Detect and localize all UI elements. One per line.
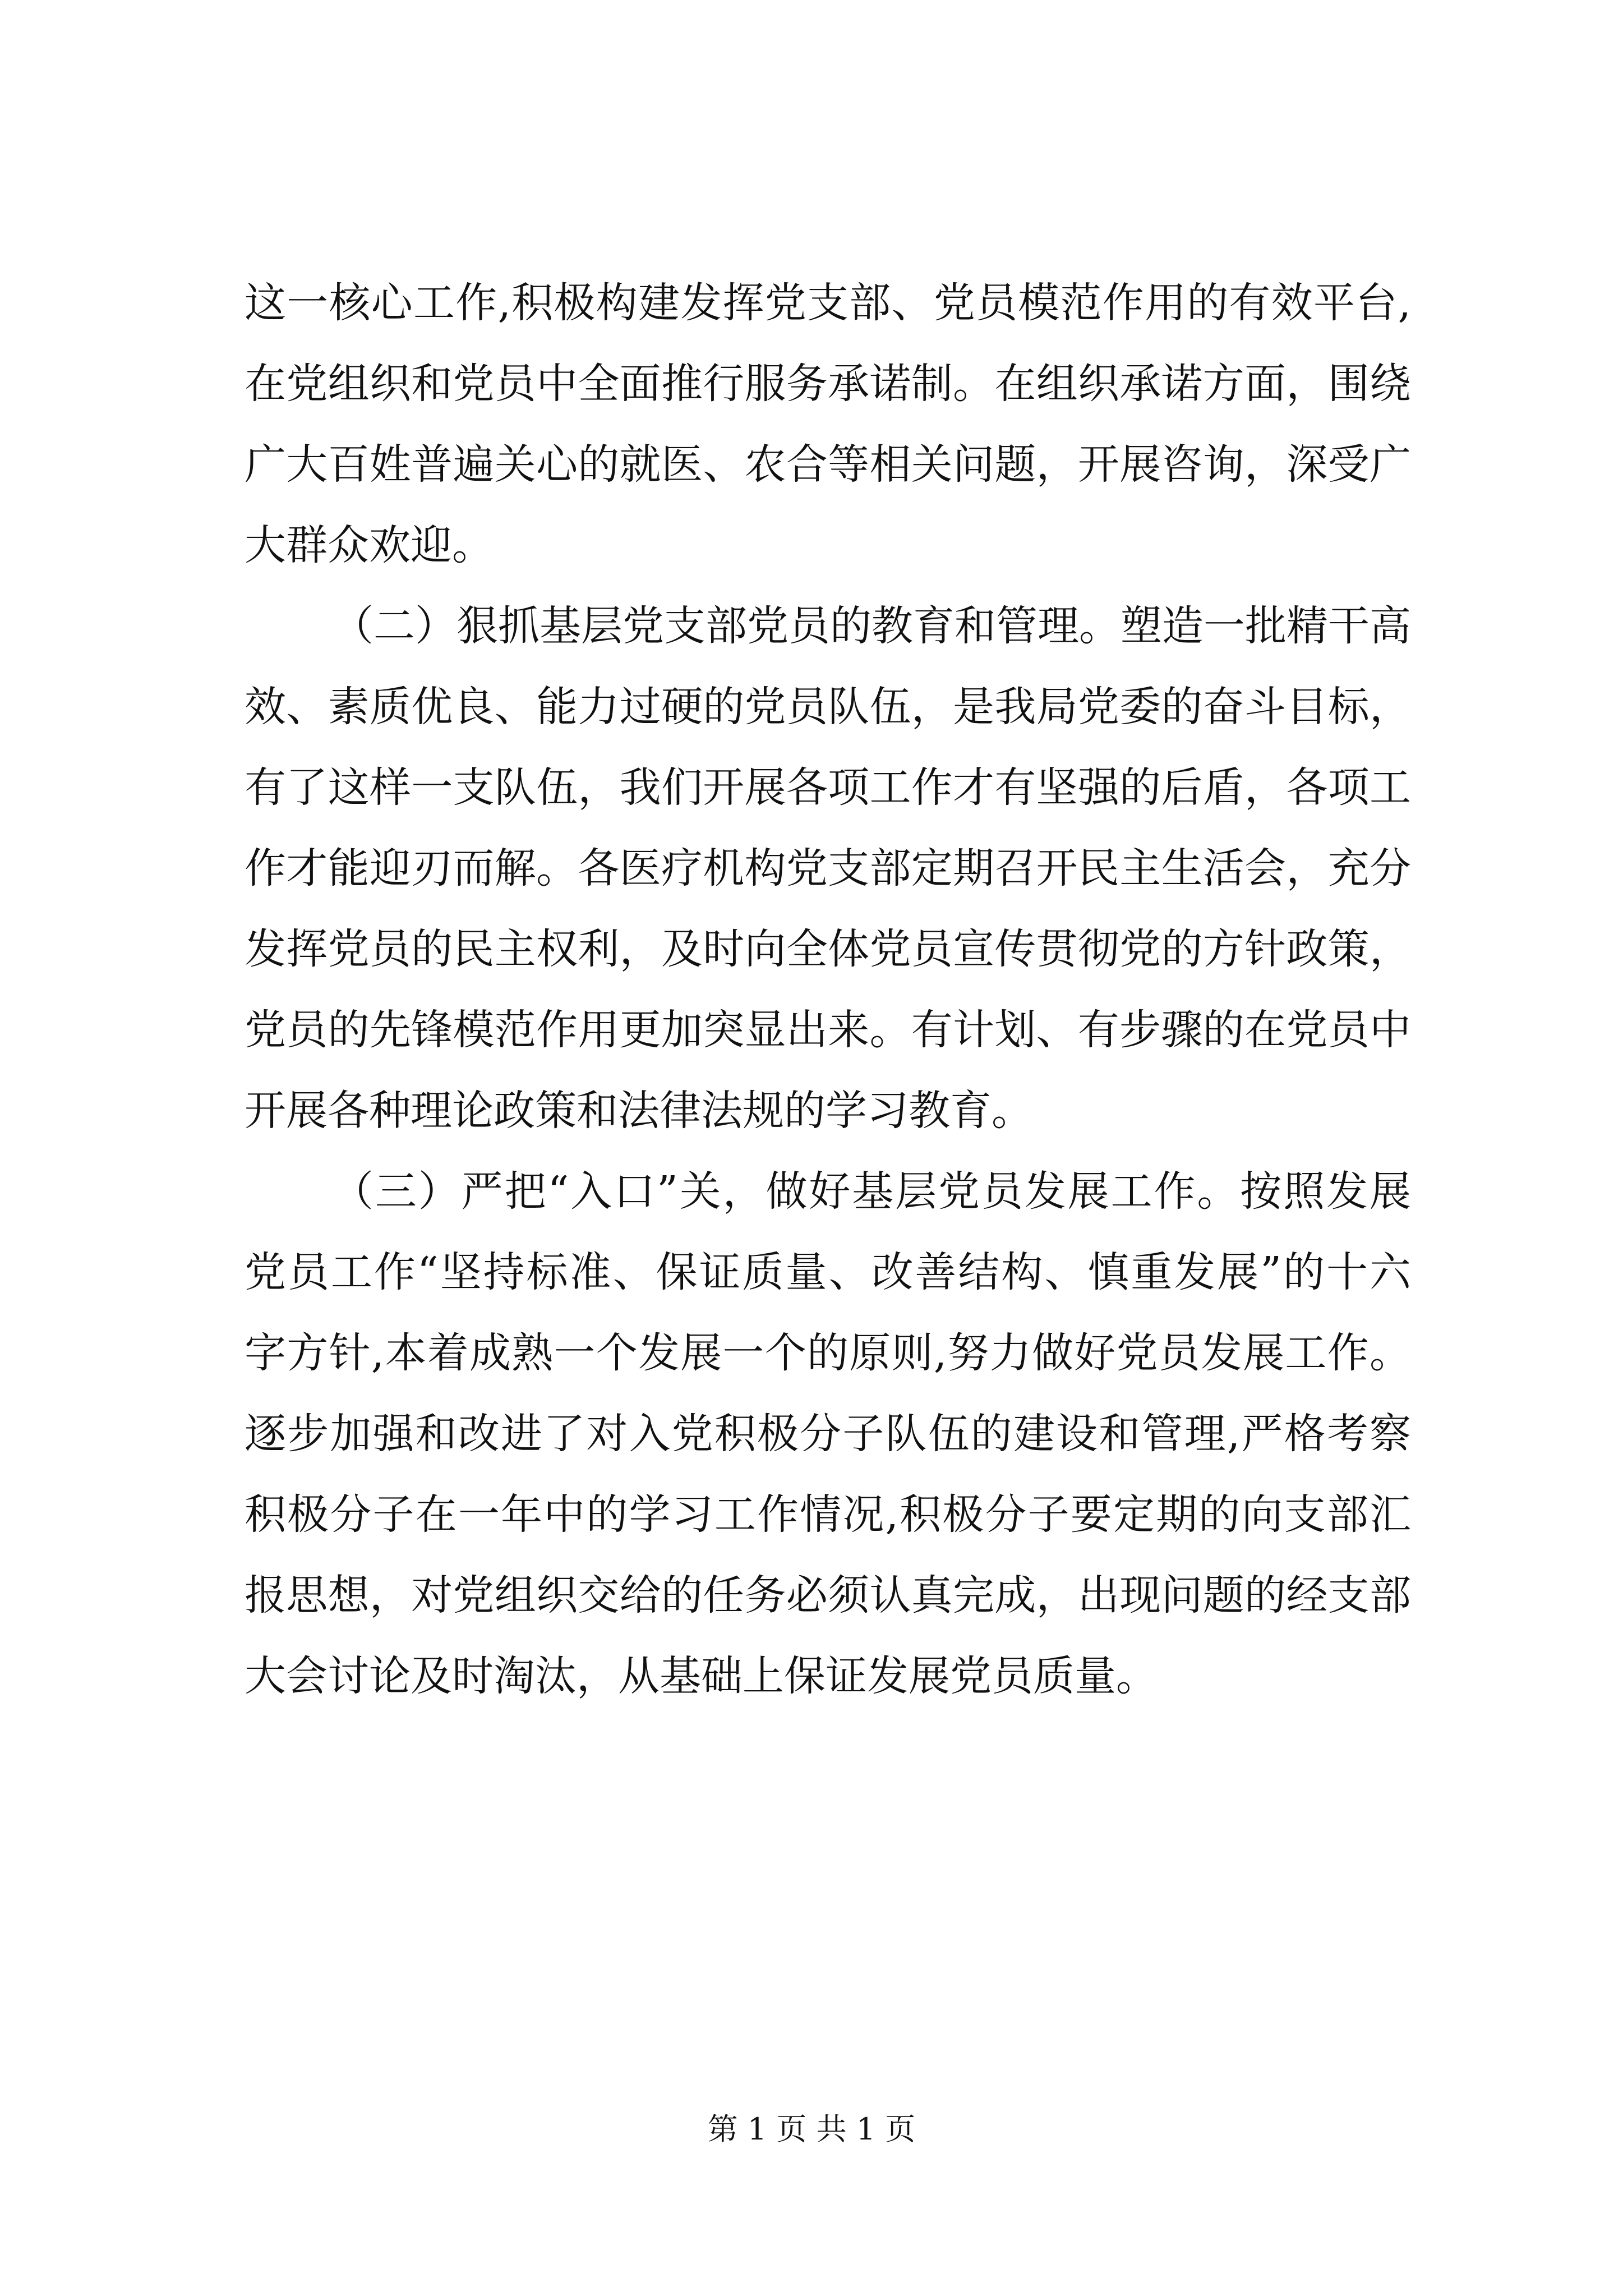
paragraph-line: 字方针,本着成熟一个发展一个的原则,努力做好党员发展工作。 bbox=[245, 1329, 1411, 1377]
paragraph-line: 积极分子在一年中的学习工作情况,积极分子要定期的向支部汇 bbox=[245, 1490, 1411, 1539]
paragraph-line: 这一核心工作,积极构建发挥党支部、党员模范作用的有效平台, bbox=[245, 279, 1411, 327]
paragraph-2 bbox=[245, 586, 1411, 1151]
paragraph-line: （三）严把“入口”关，做好基层党员发展工作。按照发展 bbox=[332, 1167, 1411, 1216]
paragraph-line: 大会讨论及时淘汰，从基础上保证发展党员质量。 bbox=[245, 1652, 1158, 1700]
paragraph-line: 效、素质优良、能力过硬的党员队伍，是我局党委的奋斗目标， bbox=[245, 683, 1411, 731]
paragraph-line: 在党组织和党员中全面推行服务承诺制。在组织承诺方面，围绕 bbox=[245, 360, 1411, 408]
paragraph-line: 报思想，对党组织交给的任务必须认真完成，出现问题的经支部 bbox=[245, 1571, 1411, 1619]
paragraph-line: 广大百姓普遍关心的就医、农合等相关问题，开展咨询，深受广 bbox=[245, 440, 1411, 489]
paragraph-1 bbox=[245, 263, 1411, 586]
paragraph-3 bbox=[245, 1151, 1411, 1717]
paragraph-line: 逐步加强和改进了对入党积极分子队伍的建设和管理,严格考察 bbox=[245, 1410, 1411, 1458]
document-body bbox=[245, 263, 1411, 1717]
paragraph-line: （二）狠抓基层党支部党员的教育和管理。塑造一批精干高 bbox=[332, 602, 1411, 650]
paragraph-line: 党员工作“坚持标准、保证质量、改善结构、慎重发展”的十六 bbox=[245, 1248, 1411, 1296]
paragraph-line: 大群众欢迎。 bbox=[245, 521, 494, 569]
paragraph-line: 发挥党员的民主权利，及时向全体党员宣传贯彻党的方针政策， bbox=[245, 925, 1411, 973]
paragraph-line: 作才能迎刃而解。各医疗机构党支部定期召开民主生活会，充分 bbox=[245, 844, 1411, 892]
paragraph-line: 开展各种理论政策和法律法规的学习教育。 bbox=[245, 1087, 1033, 1135]
paragraph-line: 有了这样一支队伍，我们开展各项工作才有坚强的后盾，各项工 bbox=[245, 763, 1411, 812]
paragraph-line: 党员的先锋模范作用更加突显出来。有计划、有步骤的在党员中 bbox=[245, 1006, 1411, 1054]
page-number-footer: 第 1 页 共 1 页 bbox=[707, 2111, 916, 2147]
